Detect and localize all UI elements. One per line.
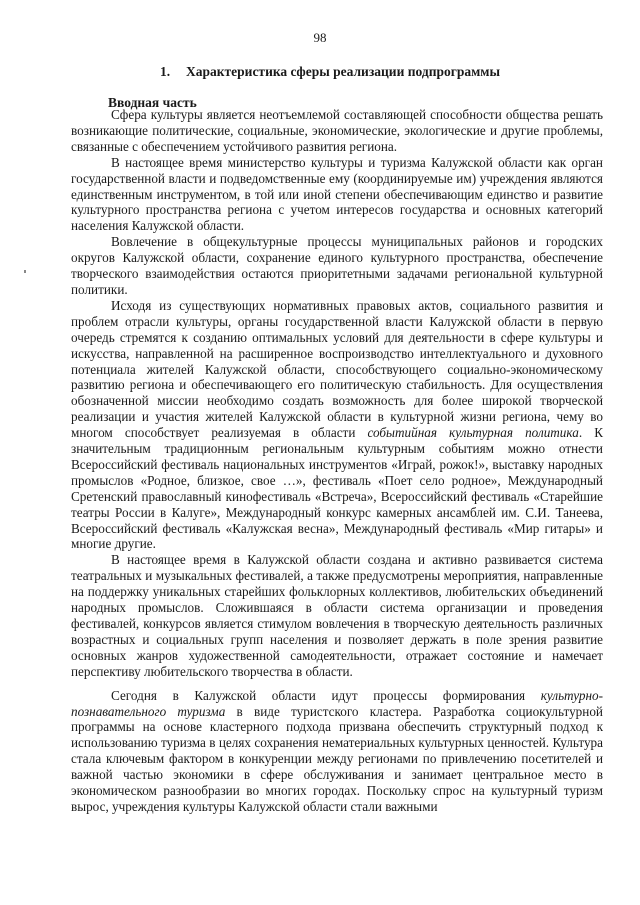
page-number: 98	[313, 30, 327, 45]
paragraph-6-text-a: Сегодня в Калужской области идут процессы формирования	[111, 687, 541, 703]
section-title: Характеристика сферы реализации подпрограммы	[186, 64, 501, 79]
paragraph-4	[71, 298, 603, 553]
paragraph-1: Сфера культуры является неотъемлемой составляющей способности общества решать возникающие политические, социальные, экономические, экологические и другие проблемы, связанные с обеспечением устойчивого развития региона.	[71, 107, 603, 154]
margin-mark	[24, 270, 26, 273]
paragraph-5: В настоящее время в Калужской области создана и активно развивается система театральных и музыкальных фестивалей, а также предусмотрены мероприятия, направленные на поддержку уникальных старейших фольклорных коллективов, любительских объединений народных промыслов. Сложившаяся в области система организации и проведения фестивалей, конкурсов является стимулом вовлечения в творческую деятельность различных возрастных и социальных групп населения и позволяет держать в поле зрения развитие основных жанров художественной самодеятельности, отражает состояние и намечает перспективу любительского творчества в области.	[71, 552, 603, 679]
paragraph-3: Вовлечение в общекультурные процессы муниципальных районов и городских округов Калужской области, сохранение единого культурного пространства, обеспечение творческого взаимодействия остаются приоритетными задачами региональной культурной политики.	[71, 234, 603, 297]
subsection-heading: Вводная часть	[108, 95, 197, 110]
paragraph-2: В настоящее время министерство культуры и туризма Калужской области как орган государственной власти и подведомственные ему (координируемые им) учреждения являются единственным инструментом, в той или иной степени обеспечивающим единство и развитие культурного пространства региона с учетом интересов государства и основных категорий населения Калужской области.	[71, 154, 603, 234]
paragraph-4-text-a: Исходя из существующих нормативных правовых актов, социального развития и проблем отрасли культуры, органы государственной власти Калужской области в первую очередь стремятся к созданию оптимальных условий для деятельности в сфере культуры и искусства, направленной на расширенное воспроизводство интеллектуального и духовного потенциала жителей Калужской области, способствующего социально-экономическому развитию региона и обеспечивающего его политическую стабильность. Для осуществления обозначенной миссии необходимо создать возможность для более широкой творческой реализации и участия жителей Калужской области в культурной жизни региона, чему во многом способствует реализуемая в области	[71, 297, 603, 441]
section-heading	[160, 64, 600, 80]
paragraph-4-emphasis: событийная культурная политика	[367, 425, 579, 441]
paragraph-6	[71, 688, 603, 815]
paragraph-4-text-b: . К значительным традиционным региональным культурным событиям можно отнести Всероссийский фестиваль национальных инструментов «Играй, рожок!», выставку народных промыслов «Родное, близкое, свое …», фестиваль «Поет село родное», Международный Сретенский православный кинофестиваль «Встреча», Всероссийский фестиваль «Старейшие театры России в Калуге», Международный конкурс камерных ансамблей им. С.И. Танеева, Всероссийский фестиваль «Калужская весна», Международный фестиваль «Мир гитары» и многие другие.	[71, 425, 604, 552]
paragraph-6-emphasis: культурно-познавательного туризма	[71, 687, 603, 719]
paragraph-6-text-b: в виде туристского кластера. Разработка социокультурной программы на основе кластерного подхода призвана обеспечить структурный подход к использованию туризма в целях сохранения нематериальных культурных ценностей. Культура стала ключевым фактором в конкуренции между регионами по привлечению посетителей и важной частью экономики в сфере обслуживания и занимает центральное место в экономическом разнообразии во многих городах. Поскольку спрос на культурный туризм вырос, учреждения культуры Калужской области стали важными	[71, 703, 603, 814]
body-text	[71, 107, 603, 815]
section-number: 1.	[160, 64, 171, 79]
